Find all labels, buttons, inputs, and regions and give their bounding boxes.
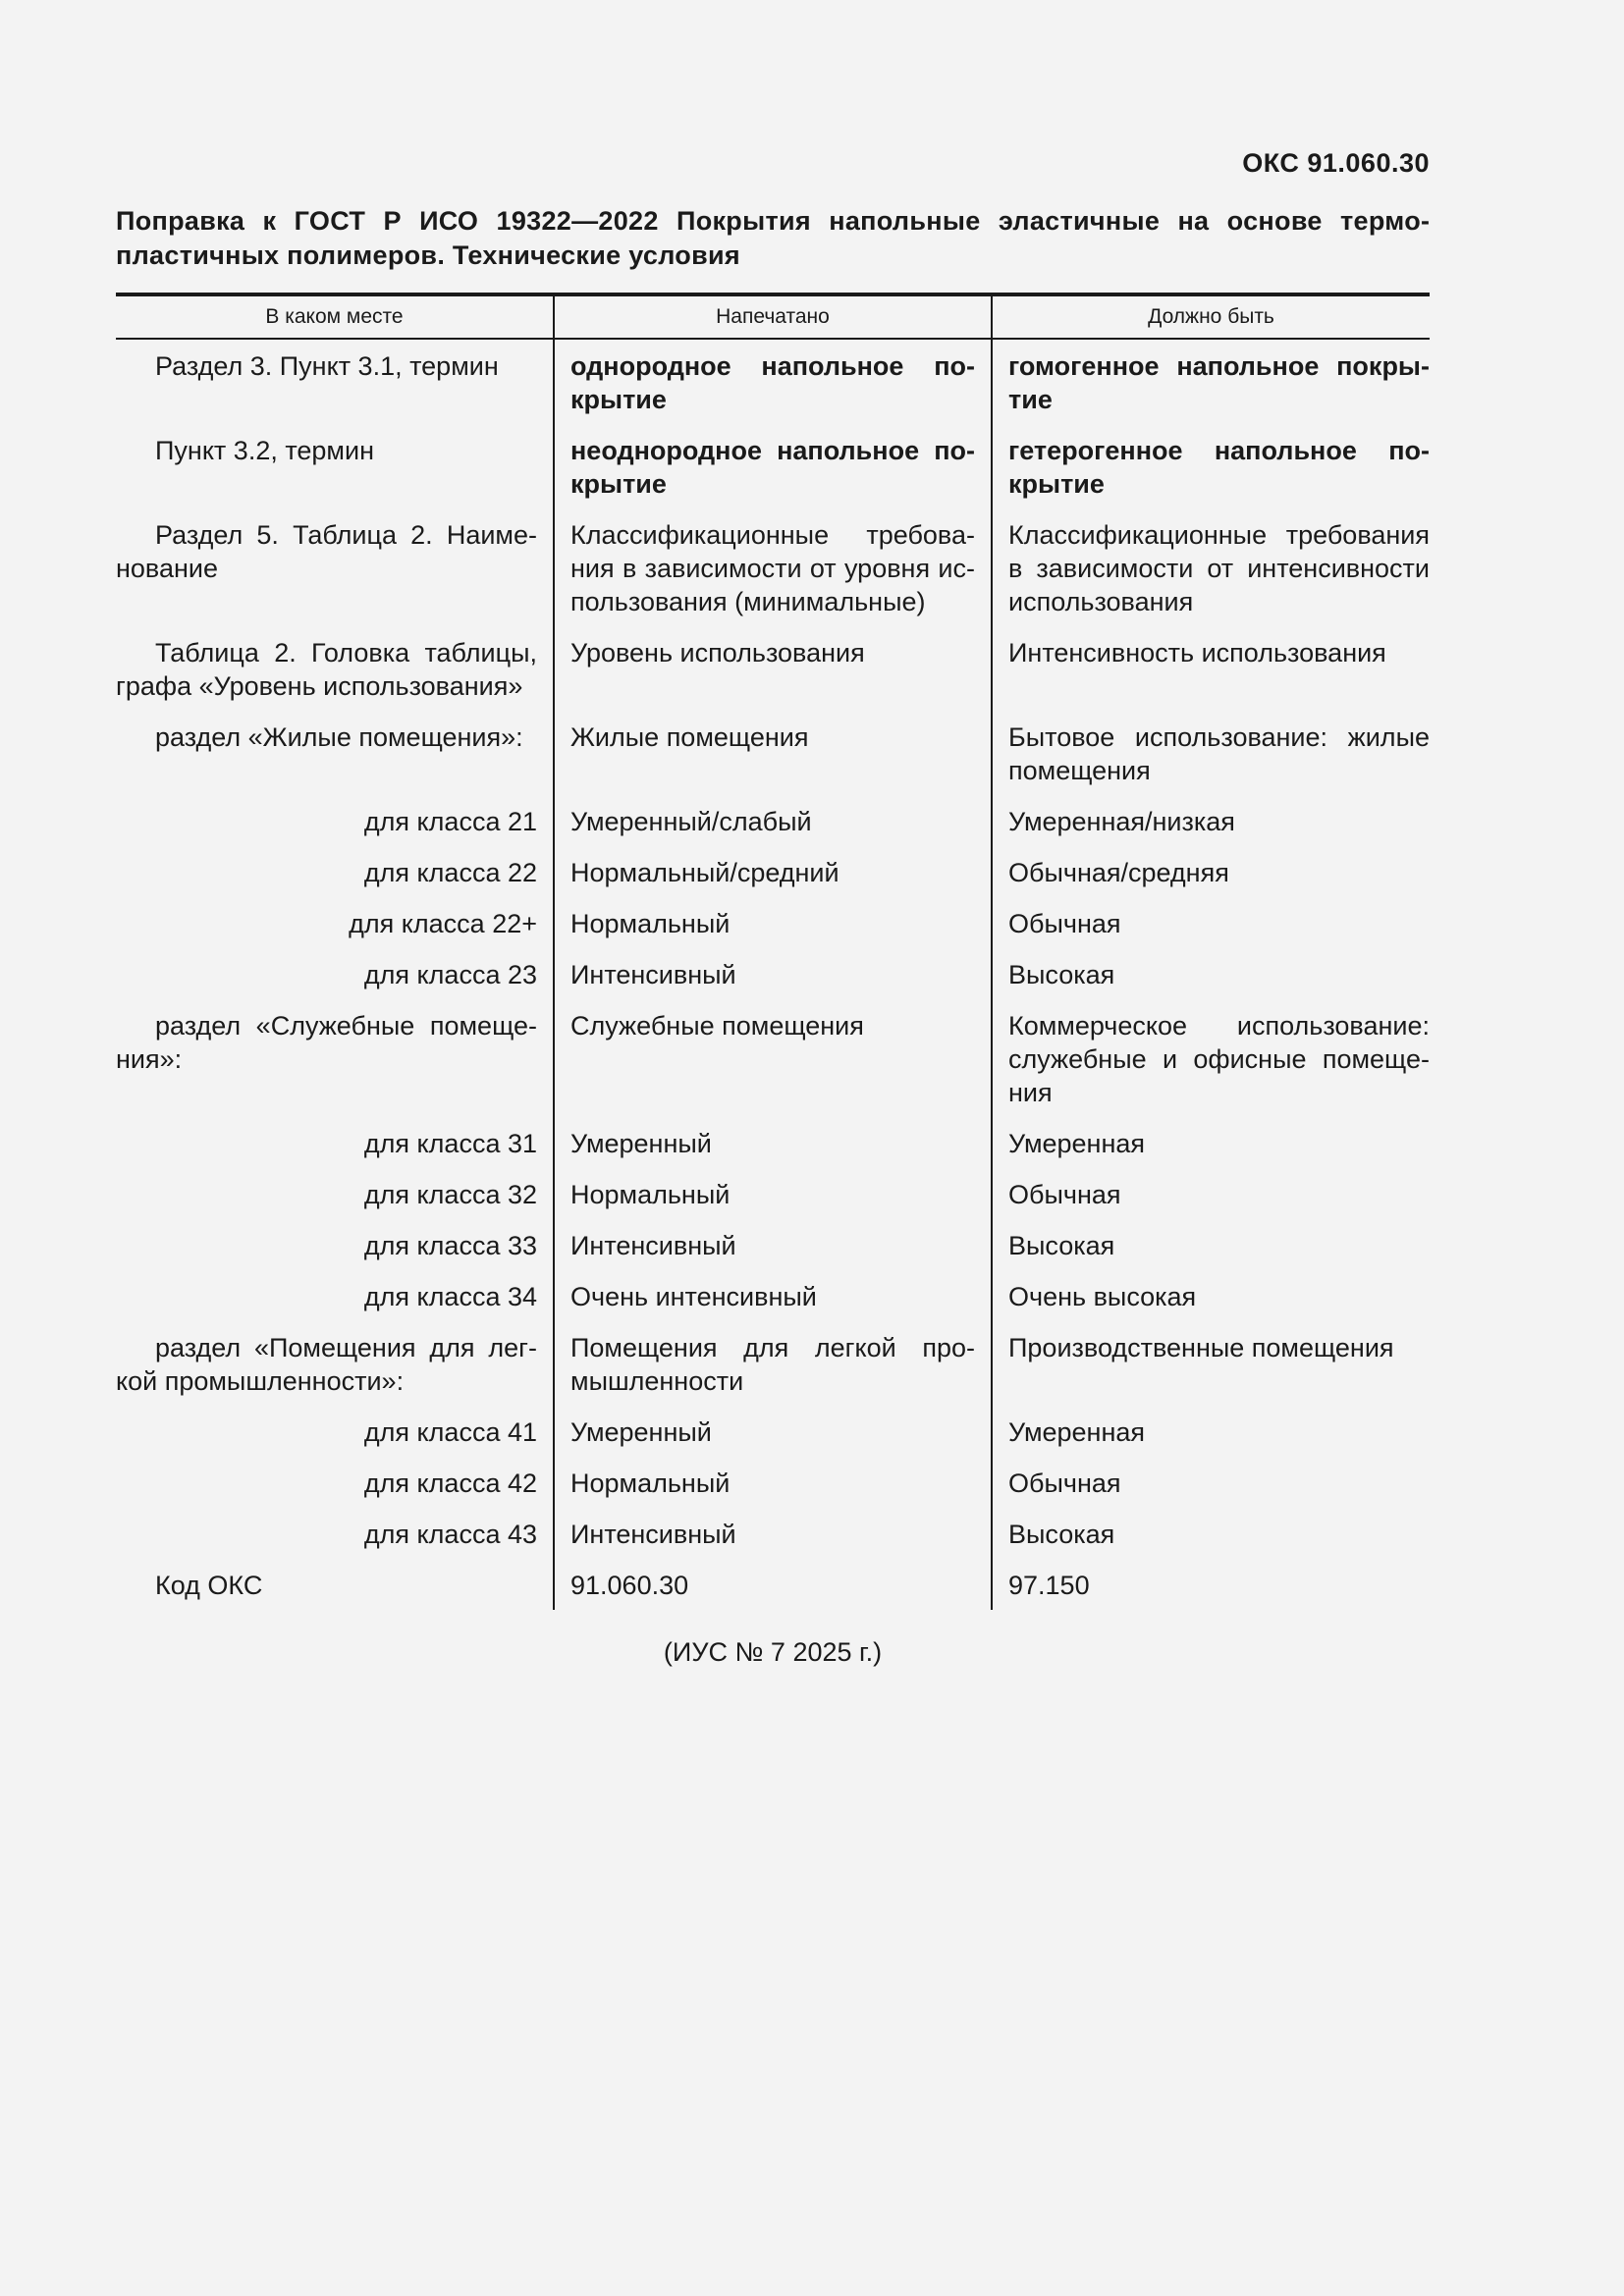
cell-should-be: Умеренная	[992, 1127, 1430, 1178]
cell-should-be: Бытовое использование: жилые помещения	[992, 721, 1430, 805]
cell-where: Таблица 2. Головка таблицы, графа «Уровень использования»	[116, 638, 537, 701]
cell-should-be: Производственные помещения	[992, 1331, 1430, 1415]
table-row	[116, 1009, 1430, 1127]
cell-where: для класса 42	[363, 1468, 537, 1498]
cell-should-be: гомогенное напольное покрытие	[992, 339, 1430, 434]
table-row	[116, 1518, 1430, 1569]
amendment-title: Поправка к ГОСТ Р ИСО 19322—2022 Покрытия напольные эластичные на основе термопластичных полимеров. Технические условия	[116, 206, 1430, 270]
table-row	[116, 1178, 1430, 1229]
cell-should-be: Обычная	[992, 1467, 1430, 1518]
cell-should-be: 97.150	[992, 1569, 1430, 1610]
cell-where: для класса 41	[363, 1417, 537, 1447]
table-row	[116, 1467, 1430, 1518]
cell-should-be: Обычная/средняя	[992, 856, 1430, 907]
table-row	[116, 721, 1430, 805]
table-row	[116, 434, 1430, 518]
cell-printed: 91.060.30	[554, 1569, 992, 1610]
cell-where: для класса 21	[363, 807, 537, 836]
cell-printed: Помещения для легкой промышленности	[554, 1331, 992, 1415]
cell-should-be: Классификационные требования в зависимости от интенсивности использования	[992, 518, 1430, 636]
cell-where: Пункт 3.2, термин	[155, 436, 374, 465]
table-row	[116, 1280, 1430, 1331]
cell-where: для класса 22	[363, 858, 537, 887]
cell-printed: однородное напольное покрытие	[554, 339, 992, 434]
cell-where: Код ОКС	[155, 1571, 263, 1600]
cell-printed: Нормальный	[554, 907, 992, 958]
cell-should-be: гетерогенное напольное покрытие	[992, 434, 1430, 518]
table-row	[116, 1127, 1430, 1178]
column-header-printed: Напечатано	[554, 294, 992, 339]
cell-where: для класса 34	[363, 1282, 537, 1311]
cell-should-be: Умеренная/низкая	[992, 805, 1430, 856]
cell-printed: Очень интенсивный	[554, 1280, 992, 1331]
document-page	[116, 145, 1430, 1669]
cell-should-be: Интенсивность использования	[992, 636, 1430, 721]
cell-should-be: Коммерческое использование: служебные и офисные помещения	[992, 1009, 1430, 1127]
cell-where: раздел «Служебные помещения»:	[116, 1011, 537, 1074]
cell-where: для класса 23	[363, 960, 537, 989]
table-row	[116, 1229, 1430, 1280]
cell-should-be: Высокая	[992, 1518, 1430, 1569]
table-row	[116, 1331, 1430, 1415]
table-row	[116, 636, 1430, 721]
ius-reference-note: (ИУС № 7 2025 г.)	[663, 1637, 883, 1667]
cell-where: для класса 32	[363, 1180, 537, 1209]
cell-printed: неоднородное напольное покрытие	[554, 434, 992, 518]
cell-where: для класса 33	[363, 1231, 537, 1260]
cell-should-be: Высокая	[992, 958, 1430, 1009]
table-row	[116, 958, 1430, 1009]
table-row	[116, 856, 1430, 907]
cell-printed: Классификационные требования в зависимости от уровня использования (минимальные)	[554, 518, 992, 636]
cell-where: для класса 22+	[349, 909, 537, 938]
table-row	[116, 907, 1430, 958]
table-row	[116, 518, 1430, 636]
cell-printed: Интенсивный	[554, 1518, 992, 1569]
cell-should-be: Обычная	[992, 1178, 1430, 1229]
table-header-row	[116, 294, 1430, 339]
column-header-where: В каком месте	[265, 305, 404, 328]
cell-where: Раздел 3. Пункт 3.1, термин	[155, 351, 499, 381]
cell-where: для класса 43	[363, 1520, 537, 1549]
cell-printed: Интенсивный	[554, 1229, 992, 1280]
cell-printed: Интенсивный	[554, 958, 992, 1009]
oks-code: ОКС 91.060.30	[1242, 148, 1430, 178]
cell-printed: Нормальный/средний	[554, 856, 992, 907]
table-row	[116, 339, 1430, 434]
cell-should-be: Очень высокая	[992, 1280, 1430, 1331]
table-row	[116, 1569, 1430, 1610]
cell-where: для класса 31	[363, 1129, 537, 1158]
cell-printed: Служебные помещения	[554, 1009, 992, 1127]
cell-should-be: Высокая	[992, 1229, 1430, 1280]
cell-printed: Умеренный	[554, 1415, 992, 1467]
cell-printed: Нормальный	[554, 1178, 992, 1229]
cell-printed: Жилые помещения	[554, 721, 992, 805]
cell-printed: Умеренный/слабый	[554, 805, 992, 856]
amendment-table	[116, 293, 1430, 1610]
cell-where: раздел «Жилые помещения»:	[155, 722, 523, 752]
cell-should-be: Умеренная	[992, 1415, 1430, 1467]
column-header-should-be: Должно быть	[992, 294, 1430, 339]
cell-printed: Умеренный	[554, 1127, 992, 1178]
cell-where: раздел «Помещения для легкой промышленности»:	[116, 1333, 537, 1396]
cell-printed: Нормальный	[554, 1467, 992, 1518]
table-row	[116, 1415, 1430, 1467]
cell-where: Раздел 5. Таблица 2. Наименование	[116, 520, 537, 583]
cell-should-be: Обычная	[992, 907, 1430, 958]
cell-printed: Уровень использования	[554, 636, 992, 721]
table-row	[116, 805, 1430, 856]
